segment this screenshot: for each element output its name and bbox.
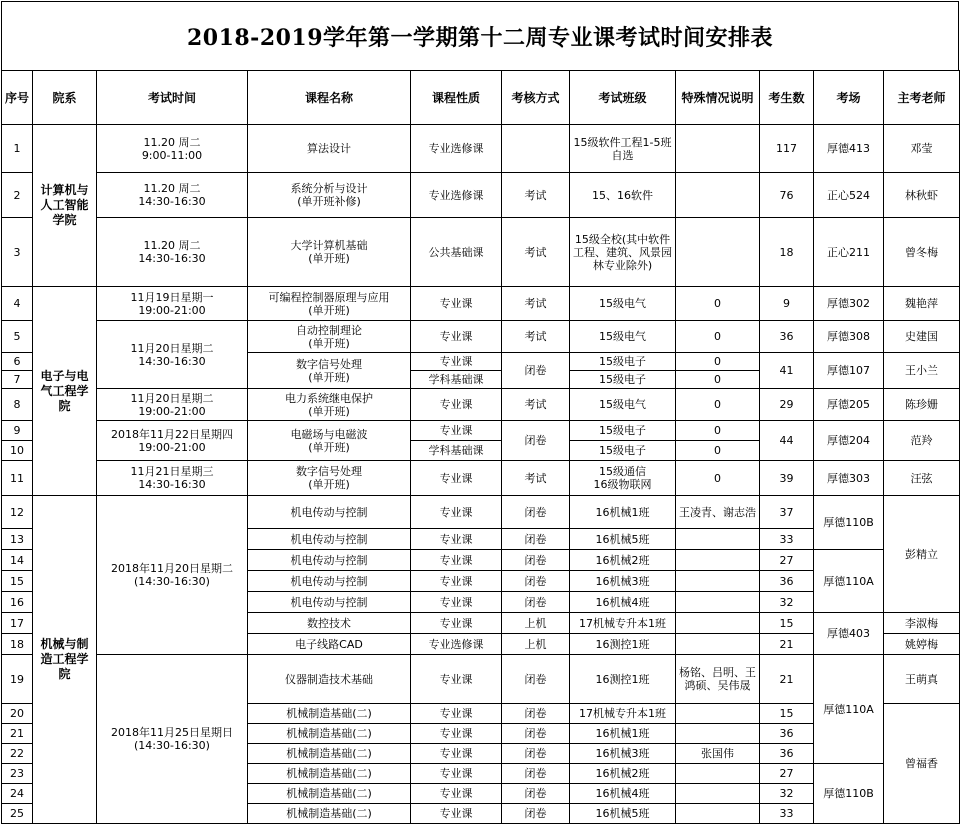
assessment-method-cell: 考试 bbox=[502, 218, 570, 287]
row-number: 4 bbox=[2, 287, 33, 321]
student-count-cell: 9 bbox=[760, 287, 814, 321]
exam-room-cell: 厚德302 bbox=[814, 287, 884, 321]
row-number: 10 bbox=[2, 441, 33, 461]
exam-room-cell: 厚德413 bbox=[814, 125, 884, 173]
course-nature-cell: 专业课 bbox=[411, 704, 502, 724]
row-number: 7 bbox=[2, 371, 33, 389]
course-name-cell: 机电传动与控制 bbox=[248, 496, 411, 529]
department-cell: 机械与制造工程学院 bbox=[33, 496, 97, 824]
exam-room-cell: 正心211 bbox=[814, 218, 884, 287]
course-nature-cell: 专业课 bbox=[411, 655, 502, 704]
special-note-cell: 0 bbox=[676, 287, 760, 321]
assessment-method-cell: 闭卷 bbox=[502, 784, 570, 804]
course-name-cell: 机械制造基础(二) bbox=[248, 804, 411, 824]
table-row bbox=[2, 496, 960, 529]
course-nature-cell: 专业课 bbox=[411, 550, 502, 571]
row-number: 2 bbox=[2, 173, 33, 218]
student-count-cell: 21 bbox=[760, 634, 814, 655]
course-nature-cell: 专业课 bbox=[411, 724, 502, 744]
course-nature-cell: 专业课 bbox=[411, 496, 502, 529]
row-number: 9 bbox=[2, 421, 33, 441]
exam-class-cell: 15级全校(其中软件工程、建筑、风景园林专业除外) bbox=[570, 218, 676, 287]
exam-class-cell: 15级电气 bbox=[570, 287, 676, 321]
header-cell: 考场 bbox=[814, 71, 884, 125]
course-nature-cell: 学科基础课 bbox=[411, 371, 502, 389]
student-count-cell: 36 bbox=[760, 571, 814, 592]
assessment-method-cell: 考试 bbox=[502, 461, 570, 496]
course-name-cell: 机械制造基础(二) bbox=[248, 764, 411, 784]
header-cell: 院系 bbox=[33, 71, 97, 125]
exam-room-cell: 厚德110A bbox=[814, 655, 884, 764]
student-count-cell: 21 bbox=[760, 655, 814, 704]
exam-class-cell: 16机械1班 bbox=[570, 496, 676, 529]
assessment-method-cell: 闭卷 bbox=[502, 571, 570, 592]
course-name-cell: 可编程控制器原理与应用 (单开班) bbox=[248, 287, 411, 321]
course-name-cell: 机电传动与控制 bbox=[248, 529, 411, 550]
assessment-method-cell: 闭卷 bbox=[502, 704, 570, 724]
student-count-cell: 27 bbox=[760, 550, 814, 571]
course-nature-cell: 专业课 bbox=[411, 421, 502, 441]
exam-schedule-table bbox=[1, 70, 960, 824]
exam-time-cell: 11.20 周二 9:00-11:00 bbox=[97, 125, 248, 173]
student-count-cell: 27 bbox=[760, 764, 814, 784]
course-nature-cell: 专业课 bbox=[411, 764, 502, 784]
course-name-cell: 机电传动与控制 bbox=[248, 571, 411, 592]
student-count-cell: 41 bbox=[760, 353, 814, 389]
course-name-cell: 算法设计 bbox=[248, 125, 411, 173]
course-nature-cell: 专业课 bbox=[411, 529, 502, 550]
student-count-cell: 37 bbox=[760, 496, 814, 529]
exam-room-cell: 厚德110A bbox=[814, 550, 884, 613]
course-nature-cell: 专业课 bbox=[411, 389, 502, 421]
exam-class-cell: 16机械4班 bbox=[570, 592, 676, 613]
department-cell: 计算机与人工智能学院 bbox=[33, 125, 97, 287]
course-nature-cell: 专业课 bbox=[411, 461, 502, 496]
table-row bbox=[2, 321, 960, 353]
student-count-cell: 36 bbox=[760, 744, 814, 764]
exam-class-cell: 16机械5班 bbox=[570, 804, 676, 824]
special-note-cell: 张国伟 bbox=[676, 744, 760, 764]
course-name-cell: 仪器制造技术基础 bbox=[248, 655, 411, 704]
special-note-cell bbox=[676, 592, 760, 613]
header-row bbox=[2, 71, 960, 125]
special-note-cell: 0 bbox=[676, 353, 760, 371]
table-row bbox=[2, 421, 960, 441]
special-note-cell: 0 bbox=[676, 371, 760, 389]
course-name-cell: 数字信号处理 (单开班) bbox=[248, 353, 411, 389]
assessment-method-cell: 闭卷 bbox=[502, 592, 570, 613]
exam-class-cell: 15级软件工程1-5班自选 bbox=[570, 125, 676, 173]
row-number: 11 bbox=[2, 461, 33, 496]
row-number: 20 bbox=[2, 704, 33, 724]
course-name-cell: 机械制造基础(二) bbox=[248, 784, 411, 804]
assessment-method-cell: 闭卷 bbox=[502, 529, 570, 550]
student-count-cell: 15 bbox=[760, 704, 814, 724]
course-nature-cell: 专业课 bbox=[411, 784, 502, 804]
exam-class-cell: 15级电气 bbox=[570, 389, 676, 421]
row-number: 15 bbox=[2, 571, 33, 592]
exam-room-cell: 厚德308 bbox=[814, 321, 884, 353]
course-nature-cell: 专业课 bbox=[411, 353, 502, 371]
assessment-method-cell: 考试 bbox=[502, 389, 570, 421]
special-note-cell: 0 bbox=[676, 421, 760, 441]
row-number: 12 bbox=[2, 496, 33, 529]
department-cell: 电子与电气工程学院 bbox=[33, 287, 97, 496]
exam-class-cell: 17机械专升本1班 bbox=[570, 613, 676, 634]
course-name-cell: 机械制造基础(二) bbox=[248, 744, 411, 764]
examiner-cell: 曾福香 bbox=[884, 704, 960, 824]
exam-class-cell: 16机械5班 bbox=[570, 529, 676, 550]
exam-room-cell: 厚德303 bbox=[814, 461, 884, 496]
exam-room-cell: 厚德107 bbox=[814, 353, 884, 389]
exam-time-cell: 11.20 周二 14:30-16:30 bbox=[97, 173, 248, 218]
header-cell: 课程性质 bbox=[411, 71, 502, 125]
exam-room-cell: 厚德205 bbox=[814, 389, 884, 421]
special-note-cell: 0 bbox=[676, 461, 760, 496]
special-note-cell bbox=[676, 218, 760, 287]
examiner-cell: 王小兰 bbox=[884, 353, 960, 389]
course-nature-cell: 专业课 bbox=[411, 613, 502, 634]
header-cell: 序号 bbox=[2, 71, 33, 125]
exam-room-cell: 正心524 bbox=[814, 173, 884, 218]
header-cell: 特殊情况说明 bbox=[676, 71, 760, 125]
special-note-cell bbox=[676, 804, 760, 824]
assessment-method-cell: 考试 bbox=[502, 173, 570, 218]
assessment-method-cell: 闭卷 bbox=[502, 421, 570, 461]
examiner-cell: 汪弦 bbox=[884, 461, 960, 496]
special-note-cell bbox=[676, 613, 760, 634]
course-name-cell: 数字信号处理 (单开班) bbox=[248, 461, 411, 496]
table-row bbox=[2, 125, 960, 173]
examiner-cell: 曾冬梅 bbox=[884, 218, 960, 287]
row-number: 8 bbox=[2, 389, 33, 421]
course-name-cell: 电子线路CAD bbox=[248, 634, 411, 655]
special-note-cell bbox=[676, 550, 760, 571]
assessment-method-cell: 闭卷 bbox=[502, 724, 570, 744]
header-cell: 课程名称 bbox=[248, 71, 411, 125]
row-number: 24 bbox=[2, 784, 33, 804]
course-name-cell: 电磁场与电磁波 (单开班) bbox=[248, 421, 411, 461]
examiner-cell: 史建国 bbox=[884, 321, 960, 353]
assessment-method-cell: 闭卷 bbox=[502, 655, 570, 704]
exam-class-cell: 16机械2班 bbox=[570, 764, 676, 784]
assessment-method-cell: 闭卷 bbox=[502, 744, 570, 764]
assessment-method-cell bbox=[502, 125, 570, 173]
exam-room-cell: 厚德204 bbox=[814, 421, 884, 461]
row-number: 16 bbox=[2, 592, 33, 613]
special-note-cell bbox=[676, 125, 760, 173]
exam-room-cell: 厚德110B bbox=[814, 496, 884, 550]
table-row bbox=[2, 389, 960, 421]
row-number: 17 bbox=[2, 613, 33, 634]
table-row bbox=[2, 287, 960, 321]
examiner-cell: 陈珍姗 bbox=[884, 389, 960, 421]
special-note-cell bbox=[676, 704, 760, 724]
header-cell: 考生数 bbox=[760, 71, 814, 125]
row-number: 23 bbox=[2, 764, 33, 784]
row-number: 21 bbox=[2, 724, 33, 744]
examiner-cell: 王萌真 bbox=[884, 655, 960, 704]
special-note-cell bbox=[676, 173, 760, 218]
student-count-cell: 33 bbox=[760, 804, 814, 824]
student-count-cell: 39 bbox=[760, 461, 814, 496]
course-nature-cell: 专业课 bbox=[411, 571, 502, 592]
exam-class-cell: 15级通信 16级物联网 bbox=[570, 461, 676, 496]
examiner-cell: 魏艳萍 bbox=[884, 287, 960, 321]
course-nature-cell: 专业课 bbox=[411, 321, 502, 353]
course-name-cell: 电力系统继电保护 (单开班) bbox=[248, 389, 411, 421]
course-nature-cell: 专业选修课 bbox=[411, 173, 502, 218]
page-title: 2018-2019学年第一学期第十二周专业课考试时间安排表 bbox=[1, 1, 959, 71]
exam-time-cell: 2018年11月20日星期二 (14:30-16:30) bbox=[97, 496, 248, 655]
assessment-method-cell: 考试 bbox=[502, 287, 570, 321]
student-count-cell: 32 bbox=[760, 784, 814, 804]
exam-class-cell: 16机械1班 bbox=[570, 724, 676, 744]
row-number: 1 bbox=[2, 125, 33, 173]
exam-class-cell: 16机械4班 bbox=[570, 784, 676, 804]
row-number: 22 bbox=[2, 744, 33, 764]
course-name-cell: 机械制造基础(二) bbox=[248, 704, 411, 724]
exam-class-cell: 15级电气 bbox=[570, 321, 676, 353]
student-count-cell: 32 bbox=[760, 592, 814, 613]
exam-time-cell: 11月19日星期一 19:00-21:00 bbox=[97, 287, 248, 321]
special-note-cell: 杨铭、吕明、王鸿硕、吴伟晟 bbox=[676, 655, 760, 704]
student-count-cell: 36 bbox=[760, 321, 814, 353]
exam-time-cell: 11月20日星期二 14:30-16:30 bbox=[97, 321, 248, 389]
examiner-cell: 彭精立 bbox=[884, 496, 960, 613]
header-cell: 考核方式 bbox=[502, 71, 570, 125]
special-note-cell bbox=[676, 529, 760, 550]
exam-time-cell: 11月21日星期三 14:30-16:30 bbox=[97, 461, 248, 496]
row-number: 5 bbox=[2, 321, 33, 353]
exam-time-cell: 11月20日星期二 19:00-21:00 bbox=[97, 389, 248, 421]
student-count-cell: 36 bbox=[760, 724, 814, 744]
special-note-cell: 0 bbox=[676, 441, 760, 461]
exam-class-cell: 15级电子 bbox=[570, 441, 676, 461]
special-note-cell: 0 bbox=[676, 321, 760, 353]
table-row bbox=[2, 218, 960, 287]
course-name-cell: 机械制造基础(二) bbox=[248, 724, 411, 744]
special-note-cell bbox=[676, 634, 760, 655]
course-nature-cell: 专业课 bbox=[411, 287, 502, 321]
row-number: 3 bbox=[2, 218, 33, 287]
course-name-cell: 自动控制理论 (单开班) bbox=[248, 321, 411, 353]
student-count-cell: 18 bbox=[760, 218, 814, 287]
course-nature-cell: 学科基础课 bbox=[411, 441, 502, 461]
assessment-method-cell: 考试 bbox=[502, 321, 570, 353]
examiner-cell: 邓莹 bbox=[884, 125, 960, 173]
course-name-cell: 大学计算机基础 (单开班) bbox=[248, 218, 411, 287]
examiner-cell: 李淑梅 bbox=[884, 613, 960, 634]
student-count-cell: 76 bbox=[760, 173, 814, 218]
exam-room-cell: 厚德110B bbox=[814, 764, 884, 824]
exam-class-cell: 16测控1班 bbox=[570, 634, 676, 655]
course-nature-cell: 专业选修课 bbox=[411, 125, 502, 173]
exam-room-cell: 厚德403 bbox=[814, 613, 884, 655]
special-note-cell bbox=[676, 764, 760, 784]
exam-class-cell: 15级电子 bbox=[570, 371, 676, 389]
exam-class-cell: 16机械2班 bbox=[570, 550, 676, 571]
row-number: 13 bbox=[2, 529, 33, 550]
table-row bbox=[2, 173, 960, 218]
special-note-cell bbox=[676, 724, 760, 744]
assessment-method-cell: 上机 bbox=[502, 613, 570, 634]
exam-time-cell: 11.20 周二 14:30-16:30 bbox=[97, 218, 248, 287]
special-note-cell bbox=[676, 784, 760, 804]
header-cell: 主考老师 bbox=[884, 71, 960, 125]
course-nature-cell: 公共基础课 bbox=[411, 218, 502, 287]
special-note-cell: 0 bbox=[676, 389, 760, 421]
assessment-method-cell: 上机 bbox=[502, 634, 570, 655]
special-note-cell bbox=[676, 571, 760, 592]
exam-class-cell: 17机械专升本1班 bbox=[570, 704, 676, 724]
examiner-cell: 林秋虾 bbox=[884, 173, 960, 218]
assessment-method-cell: 闭卷 bbox=[502, 804, 570, 824]
special-note-cell: 王凌青、谢志浩 bbox=[676, 496, 760, 529]
course-name-cell: 机电传动与控制 bbox=[248, 550, 411, 571]
exam-time-cell: 2018年11月25日星期日 (14:30-16:30) bbox=[97, 655, 248, 824]
exam-class-cell: 16测控1班 bbox=[570, 655, 676, 704]
student-count-cell: 33 bbox=[760, 529, 814, 550]
course-name-cell: 系统分析与设计 (单开班补修) bbox=[248, 173, 411, 218]
table-row bbox=[2, 461, 960, 496]
header-cell: 考试时间 bbox=[97, 71, 248, 125]
exam-class-cell: 15级电子 bbox=[570, 421, 676, 441]
course-name-cell: 机电传动与控制 bbox=[248, 592, 411, 613]
assessment-method-cell: 闭卷 bbox=[502, 496, 570, 529]
exam-class-cell: 16机械3班 bbox=[570, 744, 676, 764]
course-nature-cell: 专业课 bbox=[411, 744, 502, 764]
header-cell: 考试班级 bbox=[570, 71, 676, 125]
examiner-cell: 姚婷梅 bbox=[884, 634, 960, 655]
table-row bbox=[2, 655, 960, 704]
course-nature-cell: 专业选修课 bbox=[411, 634, 502, 655]
row-number: 18 bbox=[2, 634, 33, 655]
assessment-method-cell: 闭卷 bbox=[502, 764, 570, 784]
exam-class-cell: 15、16软件 bbox=[570, 173, 676, 218]
student-count-cell: 117 bbox=[760, 125, 814, 173]
row-number: 19 bbox=[2, 655, 33, 704]
assessment-method-cell: 闭卷 bbox=[502, 550, 570, 571]
student-count-cell: 44 bbox=[760, 421, 814, 461]
course-nature-cell: 专业课 bbox=[411, 804, 502, 824]
examiner-cell: 范羚 bbox=[884, 421, 960, 461]
exam-class-cell: 16机械3班 bbox=[570, 571, 676, 592]
student-count-cell: 15 bbox=[760, 613, 814, 634]
exam-class-cell: 15级电子 bbox=[570, 353, 676, 371]
student-count-cell: 29 bbox=[760, 389, 814, 421]
exam-time-cell: 2018年11月22日星期四 19:00-21:00 bbox=[97, 421, 248, 461]
course-nature-cell: 专业课 bbox=[411, 592, 502, 613]
row-number: 6 bbox=[2, 353, 33, 371]
course-name-cell: 数控技术 bbox=[248, 613, 411, 634]
assessment-method-cell: 闭卷 bbox=[502, 353, 570, 389]
row-number: 25 bbox=[2, 804, 33, 824]
row-number: 14 bbox=[2, 550, 33, 571]
